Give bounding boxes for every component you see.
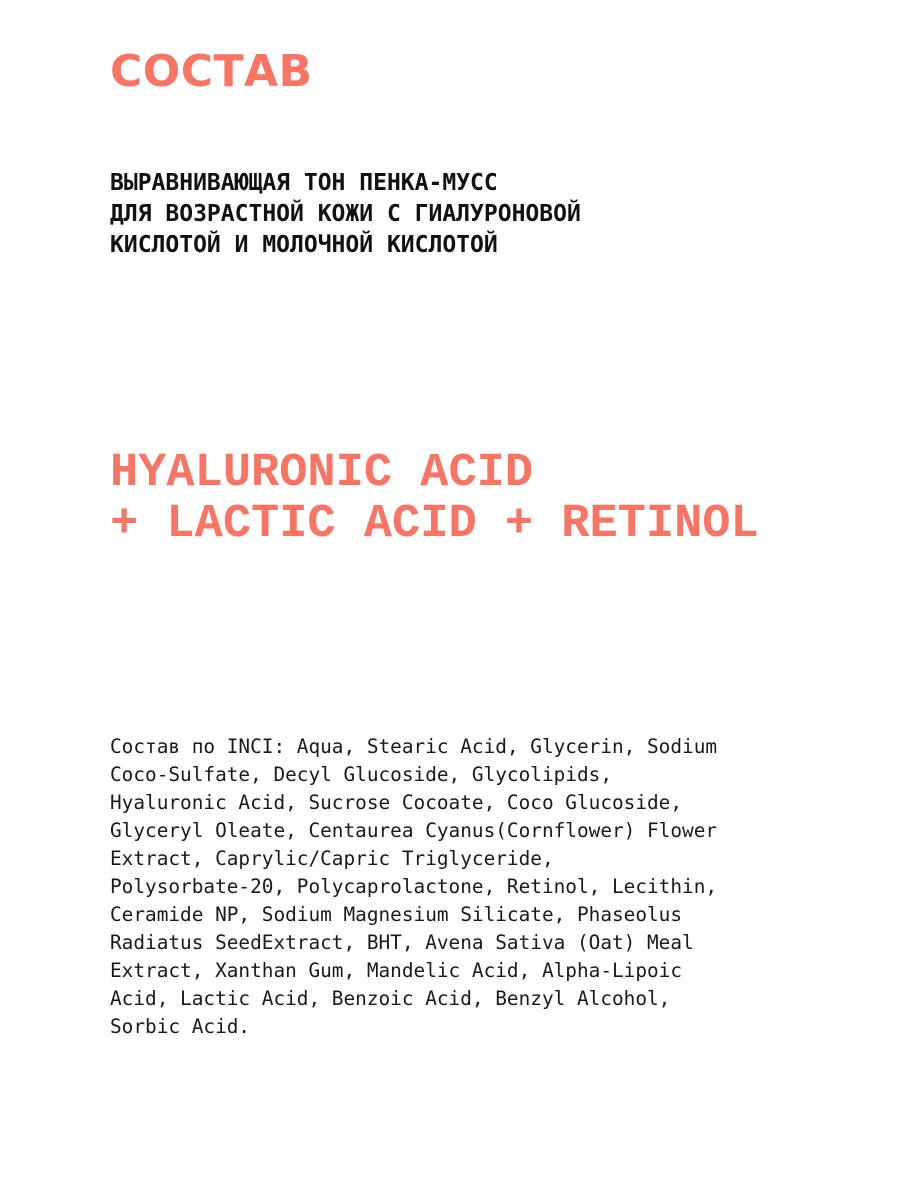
inci-line: Coco-Sulfate, Decyl Glucoside, Glycolipids, (110, 763, 612, 786)
product-name-line: ВЫРАВНИВАЮЩАЯ ТОН ПЕНКА-МУСС (110, 170, 498, 196)
inci-line: Ceramide NP, Sodium Magnesium Silicate, Phaseolus (110, 903, 683, 926)
inci-ingredients-list (110, 733, 717, 1041)
section-title: СОСТАВ (110, 46, 313, 97)
inci-line: Glyceryl Oleate, Centaurea Cyanus(Cornflower) Flower (110, 819, 718, 842)
inci-line: Hyaluronic Acid, Sucrose Cocoate, Coco Glucoside, (110, 791, 683, 814)
inci-line: Radiatus SeedExtract, BHT, Avena Sativa (Oat) Meal (110, 931, 694, 954)
product-name-line: КИСЛОТОЙ И МОЛОЧНОЙ КИСЛОТОЙ (110, 232, 498, 258)
inci-line: Polysorbate-20, Polycaprolactone, Retinol, Lecithin, (110, 875, 718, 898)
inci-line: Состав по INCI: Aqua, Stearic Acid, Glycerin, Sodium (110, 735, 718, 758)
product-name (110, 168, 581, 261)
inci-line: Acid, Lactic Acid, Benzoic Acid, Benzyl Alcohol, (110, 987, 671, 1010)
inci-line: Extract, Xanthan Gum, Mandelic Acid, Alpha-Lipoic (110, 959, 683, 982)
key-actives-heading (110, 448, 759, 550)
key-actives-line: HYALURONIC ACID (110, 447, 534, 500)
product-name-line: ДЛЯ ВОЗРАСТНОЙ КОЖИ С ГИАЛУРОНОВОЙ (110, 201, 581, 227)
key-actives-line: + LACTIC ACID + RETINOL (110, 498, 759, 551)
inci-line: Sorbic Acid. (110, 1015, 251, 1038)
inci-line: Extract, Caprylic/Capric Triglyceride, (110, 847, 554, 870)
